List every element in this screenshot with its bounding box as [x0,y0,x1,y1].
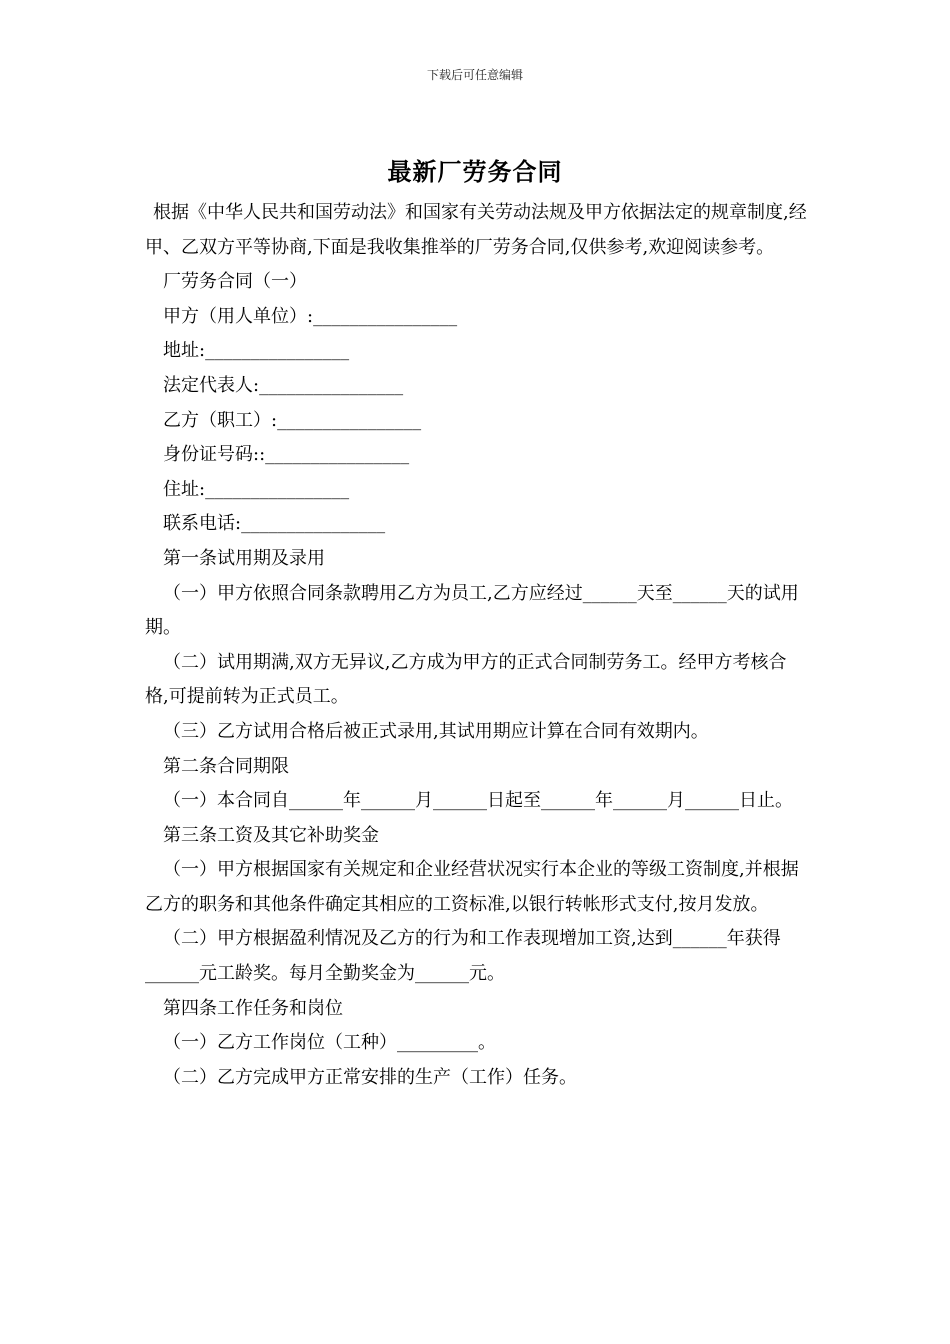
field-legal-representative: 法定代表人:________________ [163,374,404,396]
article-2-heading: 第二条合同期限 [163,755,289,777]
header-note: 下载后可任意编辑 [426,68,523,82]
field-residence: 住址:________________ [163,478,350,500]
article-3-clause-2: （二）甲方根据盈利情况及乙方的行为和工作表现增加工资,达到______年获得______元工龄奖。每月全勤奖金为______元。 [145,928,781,985]
field-phone: 联系电话:________________ [163,513,386,535]
article-3-clause-1: （一）甲方根据国家有关规定和企业经营状况实行本企业的等级工资制度,并根据乙方的职务和其他条件确定其相应的工资标准,以银行转帐形式支付,按月发放。 [145,859,799,915]
field-address: 地址:________________ [163,340,350,362]
article-2-clause-1: （一）本合同自______年______月______日起至______年______月______日止。 [163,790,793,812]
article-4-heading: 第四条工作任务和岗位 [163,997,343,1019]
article-1-clause-2: （二）试用期满,双方无异议,乙方成为甲方的正式合同制劳务工。经甲方考核合格,可提前转为正式员工。 [145,651,787,708]
article-4-clause-2: （二）乙方完成甲方正常安排的生产（工作）任务。 [163,1066,577,1088]
article-1-heading: 第一条试用期及录用 [163,547,325,569]
document-body [145,196,809,1095]
intro-paragraph: 根据《中华人民共和国劳动法》和国家有关劳动法规及甲方依据法定的规章制度,经甲、乙双方平等协商,下面是我收集推举的厂劳务合同,仅供参考,欢迎阅读参考。 [145,202,807,258]
article-3-heading: 第三条工资及其它补助奖金 [163,824,379,846]
field-party-b: 乙方（职工）:________________ [163,409,422,431]
section-heading: 厂劳务合同（一） [163,271,307,293]
field-party-a: 甲方（用人单位）:________________ [163,305,458,327]
article-1-clause-3: （三）乙方试用合格后被正式录用,其试用期应计算在合同有效期内。 [163,720,709,742]
field-id-number: 身份证号码::________________ [163,444,410,466]
document-title: 最新厂劳务合同 [387,157,563,186]
article-4-clause-1: （一）乙方工作岗位（工种）_________。 [163,1032,496,1054]
article-1-clause-1: （一）甲方依照合同条款聘用乙方为员工,乙方应经过______天至______天的试用期。 [145,582,799,639]
